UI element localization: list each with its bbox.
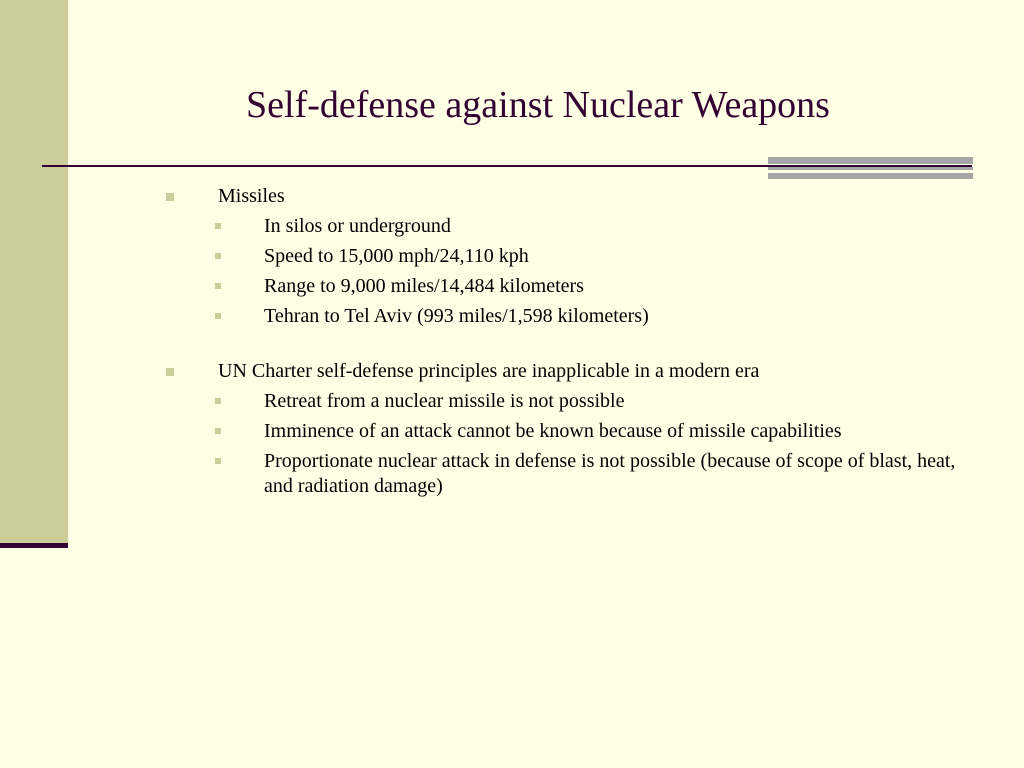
- left-accent-underline: [0, 543, 68, 548]
- sub-bullet: [160, 419, 960, 444]
- sub-bullet-text: Range to 9,000 miles/14,484 kilometers: [264, 275, 584, 297]
- square-bullet-icon: [215, 283, 221, 289]
- decorative-stripe-bottom: [768, 173, 973, 179]
- slide-title: Self-defense against Nuclear Weapons: [246, 84, 830, 126]
- sub-bullet: [160, 274, 960, 299]
- square-bullet-icon: [215, 398, 221, 404]
- square-bullet-icon: [166, 193, 174, 201]
- bullet-text: Missiles: [218, 185, 285, 207]
- sub-bullet-text: Retreat from a nuclear missile is not possible: [264, 390, 625, 412]
- left-accent-bar: [0, 0, 68, 545]
- sub-bullet-text: Speed to 15,000 mph/24,110 kph: [264, 245, 529, 267]
- sub-bullet: [160, 214, 960, 239]
- square-bullet-icon: [166, 368, 174, 376]
- bullet-missiles: [160, 184, 960, 329]
- square-bullet-icon: [215, 428, 221, 434]
- square-bullet-icon: [215, 313, 221, 319]
- sub-bullet: [160, 449, 960, 499]
- square-bullet-icon: [215, 458, 221, 464]
- sub-bullet: [160, 304, 960, 329]
- sub-bullet: [160, 244, 960, 269]
- square-bullet-icon: [215, 253, 221, 259]
- bullet-un-charter: [160, 359, 960, 499]
- bullet-text: UN Charter self-defense principles are inapplicable in a modern era: [218, 360, 760, 382]
- decorative-stripe-top: [768, 157, 973, 164]
- bullet-list: [160, 184, 960, 499]
- decorative-stripe-middle: [768, 167, 973, 170]
- sub-bullet-text: In silos or underground: [264, 215, 451, 237]
- sub-bullet-text: Tehran to Tel Aviv (993 miles/1,598 kilometers): [264, 305, 649, 327]
- sub-bullet-list: [218, 214, 960, 329]
- slide-content: [160, 184, 960, 504]
- sub-bullet-text: Proportionate nuclear attack in defense is not possible (because of scope of blast, heat, and radiation damage): [264, 450, 956, 497]
- sub-bullet-list: [218, 389, 960, 499]
- sub-bullet: [160, 389, 960, 414]
- square-bullet-icon: [215, 223, 221, 229]
- sub-bullet-text: Imminence of an attack cannot be known because of missile capabilities: [264, 420, 842, 442]
